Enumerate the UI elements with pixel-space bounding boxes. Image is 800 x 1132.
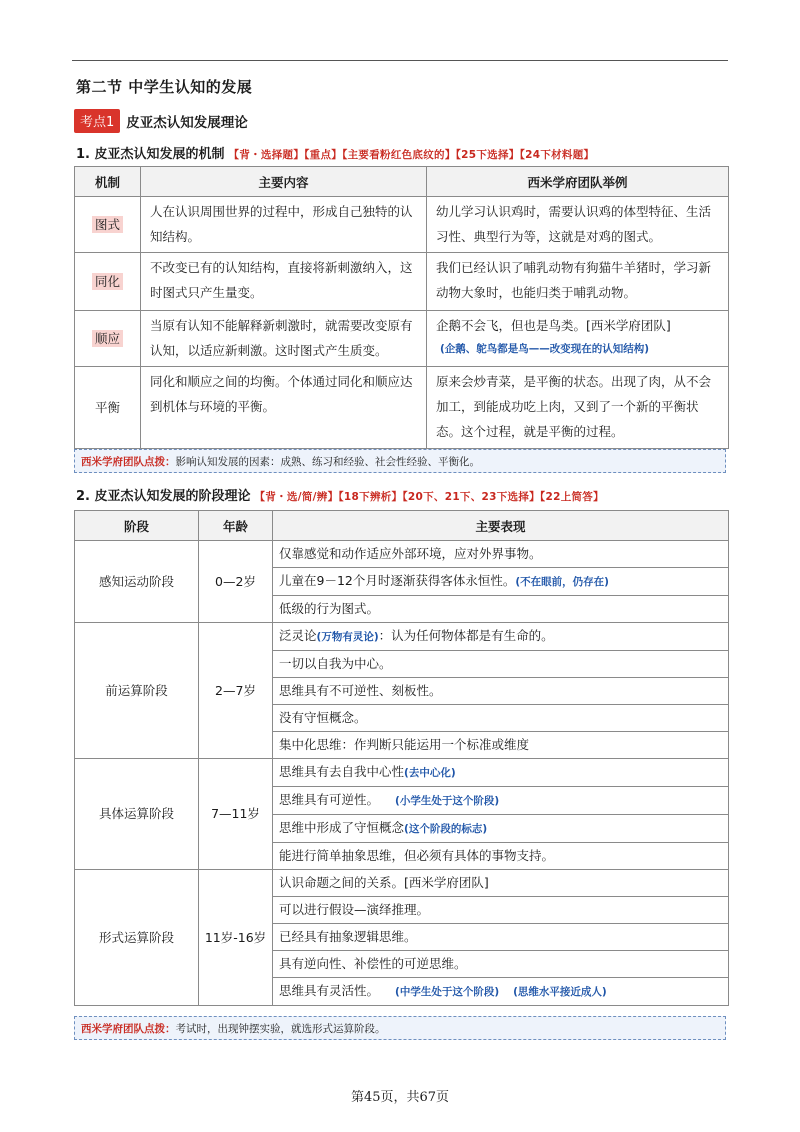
performance-cell: [273, 759, 729, 787]
performance-note: (去中心化): [404, 767, 456, 779]
performance-cell: [273, 843, 729, 870]
performance-text: 能进行简单抽象思维，但必须有具体的事物支持。: [279, 848, 555, 863]
age-cell: 11岁-16岁: [199, 870, 273, 1006]
mechanism-cell: 顺应: [92, 330, 123, 347]
mechanism-cell: 平衡: [75, 367, 141, 449]
performance-text: 集中化思维：作判断只能运用一个标准或维度: [279, 737, 530, 752]
age-cell: 0—2岁: [199, 541, 273, 623]
performance-cell: [273, 897, 729, 924]
performance-text: 已经具有抽象逻辑思维。: [279, 929, 417, 944]
content-cell: 当原有认知不能解释新刺激时，就需要改变原有认知，以适应新刺激。这时图式产生质变。: [141, 311, 427, 367]
performance-text: 儿童在9－12个月时逐渐获得客体永恒性。: [279, 573, 516, 588]
performance-text: 思维具有不可逆性、刻板性。: [279, 683, 442, 698]
page-number: 第45页，共67页: [350, 1090, 450, 1105]
performance-text: 认识命题之间的关系。[西米学府团队]: [279, 875, 489, 890]
header-age: 年龄: [199, 511, 273, 541]
stage-cell: 前运算阶段: [75, 623, 199, 759]
performance-note: (不在眼前，仍存在): [515, 576, 609, 588]
mechanism-table: [74, 166, 729, 449]
example-cell: 原来会炒青菜，是平衡的状态。出现了肉，从不会加工，到能成功吃上肉，又到了一个新的平衡状态。这个过程，就是平衡的过程。: [427, 367, 729, 449]
stage-cell: 感知运动阶段: [75, 541, 199, 623]
part2-heading: [76, 485, 604, 504]
tip-text: 考试时，出现钟摆实验，就选形式运算阶段。: [175, 1023, 386, 1035]
table-row: [75, 623, 729, 651]
performance-cell: [273, 678, 729, 705]
performance-text: 思维具有可逆性。: [279, 792, 380, 807]
content-cell: 不改变已有的认知结构，直接将新刺激纳入，这时图式只产生量变。: [141, 253, 427, 311]
performance-text: 可以进行假设—演绎推理。: [279, 902, 430, 917]
table-row: [75, 870, 729, 897]
part2-tags: 【背・选/简/辨】【18下辨析】【20下、21下、23下选择】【22上简答】: [254, 491, 604, 503]
performance-text: 低级的行为图式。: [279, 601, 380, 616]
tip-text: 影响认知发展的因素：成熟、练习和经验、社会性经验、平衡化。: [175, 456, 480, 468]
table-row: [75, 367, 729, 449]
performance-text-after: ：认为任何物体都是有生命的。: [378, 628, 554, 643]
performance-text: 泛灵论: [279, 628, 317, 643]
table-row: [75, 311, 729, 367]
table-row: [75, 197, 729, 253]
tip-label: 西米学府团队点拨：: [81, 1023, 176, 1035]
kaodian-row: [74, 109, 248, 133]
example-cell: 企鹅不会飞，但也是鸟类。[西米学府团队]: [436, 318, 671, 333]
performance-text: 没有守恒概念。: [279, 710, 367, 725]
table-row: [75, 541, 729, 568]
performance-cell: [273, 815, 729, 843]
performance-note: (这个阶段的标志): [404, 823, 488, 835]
performance-cell: [273, 651, 729, 678]
mechanism-cell: 同化: [92, 273, 123, 290]
performance-cell: [273, 870, 729, 897]
performance-text: 思维具有去自我中心性: [279, 764, 405, 779]
example-cell: 我们已经认识了哺乳动物有狗猫牛羊猪时，学习新动物大象时，也能归类于哺乳动物。: [427, 253, 729, 311]
mechanism-cell: 图式: [92, 216, 123, 233]
performance-note: (思维水平接近成人): [513, 986, 607, 998]
kaodian-title: 皮亚杰认知发展理论: [126, 115, 248, 131]
stage-cell: 形式运算阶段: [75, 870, 199, 1006]
performance-cell: [273, 623, 729, 651]
performance-note: (中学生处于这个阶段): [395, 986, 500, 998]
example-cell: 幼儿学习认识鸡时，需要认识鸡的体型特征、生活习性、典型行为等，这就是对鸡的图式。: [427, 197, 729, 253]
stage-cell: 具体运算阶段: [75, 759, 199, 870]
performance-text: 一切以自我为中心。: [279, 656, 392, 671]
table-row: [75, 253, 729, 311]
performance-text: 思维中形成了守恒概念: [279, 820, 405, 835]
part1-heading: [76, 143, 594, 162]
performance-cell: [273, 732, 729, 759]
performance-text: 思维具有灵活性。: [279, 983, 380, 998]
tip-label: 西米学府团队点拨：: [81, 456, 176, 468]
performance-cell: [273, 705, 729, 732]
performance-cell: [273, 541, 729, 568]
tip-box-2: [74, 1016, 726, 1040]
tip-box-1: [74, 449, 726, 473]
header-mechanism: 机制: [75, 167, 141, 197]
performance-cell: [273, 951, 729, 978]
header-performance: 主要表现: [273, 511, 729, 541]
example-note: (企鹅、鸵鸟都是鸟——改变现在的认知结构): [440, 343, 650, 355]
header-example: 西米学府团队举例: [427, 167, 729, 197]
kaodian-badge: 考点1: [74, 109, 120, 133]
age-cell: 2—7岁: [199, 623, 273, 759]
header-content: 主要内容: [141, 167, 427, 197]
section-title: 第二节 中学生认知的发展: [76, 78, 253, 96]
content-cell: 人在认识周围世界的过程中，形成自己独特的认知结构。: [141, 197, 427, 253]
part1-heading-text: 1. 皮亚杰认知发展的机制: [76, 147, 225, 162]
performance-cell: [273, 596, 729, 623]
part1-tags: 【背・选择题】【重点】【主要看粉红色底纹的】【25下选择】【24下材料题】: [228, 149, 595, 161]
performance-cell: [273, 978, 729, 1006]
performance-note: (小学生处于这个阶段): [395, 795, 500, 807]
header-stage: 阶段: [75, 511, 199, 541]
stage-table: [74, 510, 729, 1006]
content-cell: 同化和顺应之间的均衡。个体通过同化和顺应达到机体与环境的平衡。: [141, 367, 427, 449]
performance-note: (万物有灵论): [316, 631, 379, 643]
performance-cell: [273, 568, 729, 596]
table-row: [75, 759, 729, 787]
performance-text: 仅靠感觉和动作适应外部环境，应对外界事物。: [279, 546, 542, 561]
age-cell: 7—11岁: [199, 759, 273, 870]
part2-heading-text: 2. 皮亚杰认知发展的阶段理论: [76, 489, 251, 504]
performance-cell: [273, 787, 729, 815]
top-rule: [72, 60, 728, 61]
performance-cell: [273, 924, 729, 951]
performance-text: 具有逆向性、补偿性的可逆思维。: [279, 956, 467, 971]
